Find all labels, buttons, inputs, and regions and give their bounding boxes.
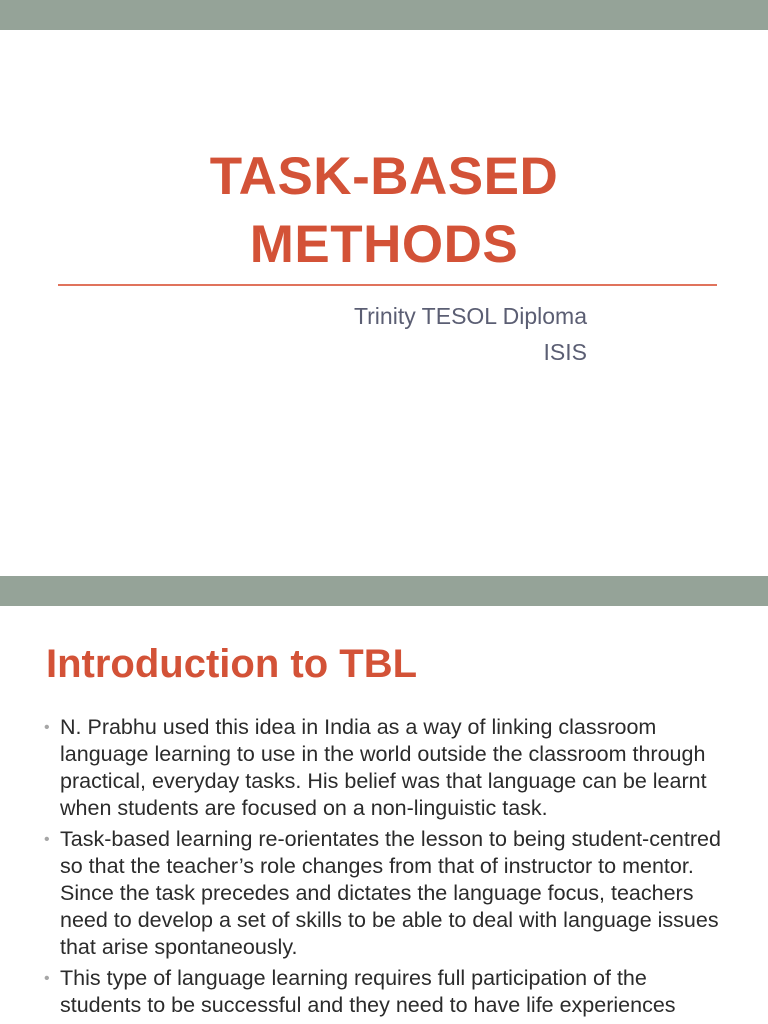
slide-heading: Introduction to TBL bbox=[46, 642, 418, 686]
bullet-text: This type of language learning requires full participation of the students to be successful and they need to have life experiences bbox=[60, 966, 676, 1017]
bullet-text: Task-based learning re-orientates the lesson to being student-centred so that the teacher’s role changes from that of instructor to mentor. Since the task precedes and dictates the language focus, teachers need to develop a set of skills to be able to deal with language issues that arise spontaneously. bbox=[60, 827, 721, 959]
bullet-item bbox=[42, 714, 732, 822]
bullet-icon: • bbox=[44, 970, 50, 987]
bullet-item bbox=[42, 826, 732, 961]
slide-separator-band bbox=[0, 576, 768, 606]
bullet-item bbox=[42, 965, 732, 1019]
slide-title-line-2: METHODS bbox=[249, 215, 519, 274]
slide-title bbox=[0, 143, 768, 279]
title-divider bbox=[58, 284, 717, 286]
subtitle-line-2: ISIS bbox=[543, 339, 587, 365]
slide-title-line-1: TASK-BASED bbox=[209, 147, 559, 206]
slide-subtitle bbox=[354, 298, 587, 370]
bullet-text: N. Prabhu used this idea in India as a way of linking classroom language learning to use in the world outside the classroom through practical, everyday tasks. His belief was that language can be learnt when students are focused on a non-linguistic task. bbox=[60, 715, 707, 820]
bullet-list bbox=[42, 714, 732, 1023]
bullet-icon: • bbox=[44, 831, 50, 848]
subtitle-line-1: Trinity TESOL Diploma bbox=[353, 303, 587, 329]
slide-header-band bbox=[0, 0, 768, 30]
bullet-icon: • bbox=[44, 719, 50, 736]
